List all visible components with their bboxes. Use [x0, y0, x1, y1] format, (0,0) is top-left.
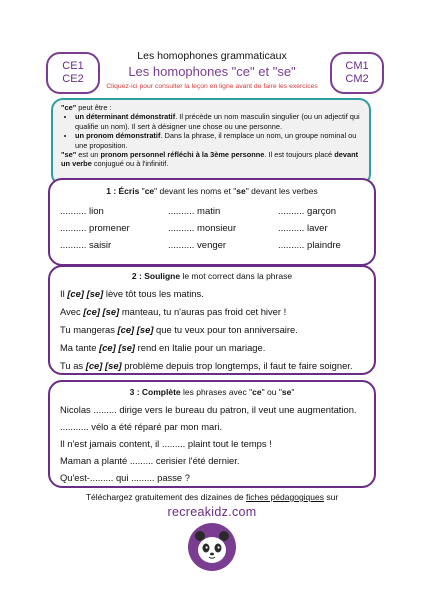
sentence: Avec [ce] [se] manteau, tu n'auras pas froid cet hiver !	[60, 306, 287, 317]
rule-item-pronom: • un pronom démonstratif. Dans la phrase, il remplace un nom, un groupe nominal ou une proposition.	[75, 131, 361, 150]
word-item: .......... laver	[278, 223, 328, 234]
sentence: Nicolas ......... dirige vers le bureau du patron, il veut une augmentation.	[60, 404, 357, 415]
footer-link[interactable]: fiches pédagogiques	[246, 492, 324, 502]
word-item: .......... garçon	[278, 206, 337, 217]
sentence: Il [ce] [se] lève tôt tous les matins.	[60, 288, 204, 299]
exercise-1-box	[48, 178, 376, 266]
word-item: .......... monsieur	[168, 223, 237, 234]
page-title: Les homophones "ce" et "se"	[128, 64, 296, 79]
exercise-1-title: 1 : Écris "ce" devant les noms et "se" devant les verbes	[106, 186, 318, 196]
level-label: CM2	[345, 73, 369, 85]
rule-box	[51, 98, 371, 186]
lesson-link[interactable]: Cliquez-ici pour consulter la leçon en ligne avant de faire les exercices	[106, 83, 318, 90]
level-label: CM1	[345, 60, 369, 72]
page-subtitle: Les homophones grammaticaux	[137, 50, 287, 62]
word-item: .......... saisir	[60, 240, 112, 251]
level-label: CE2	[62, 73, 84, 85]
word-item: .......... venger	[168, 240, 227, 251]
rule-ce-list	[61, 112, 361, 150]
sentence: Il n'est jamais content, il ......... plaint tout le temps !	[60, 438, 272, 449]
site-link[interactable]: recreakidz.com	[167, 505, 257, 519]
sentence: Ma tante [ce] [se] rend en Italie pour un mariage.	[60, 342, 266, 353]
footer-text: Téléchargez gratuitement des dizaines de fiches pédagogiques sur	[85, 492, 339, 502]
level-badge-right	[330, 52, 384, 94]
word-item: .......... lion	[60, 206, 104, 217]
word-item: .......... plaindre	[278, 240, 341, 251]
word-item: .......... promener	[60, 223, 130, 234]
level-label: CE1	[62, 60, 84, 72]
exercise-2-box	[48, 265, 376, 375]
sentence: ........... vélo a été réparé par mon mari.	[60, 421, 223, 432]
rule-se: "se" est un pronom personnel réfléchi à la 3ème personne. Il est toujours placé devant un verbe conjugué ou à l'infinitif.	[61, 150, 359, 169]
word-item: .......... matin	[168, 206, 221, 217]
exercise-3-box	[48, 380, 376, 488]
rule-item-determinant: • un déterminant démonstratif. Il précède un nom masculin singulier (ou un adjectif qui qualifie un nom). Il sert à désigner une chose ou une personne.	[75, 112, 361, 131]
sentence: Tu mangeras [ce] [se] que tu veux pour ton anniversaire.	[60, 324, 298, 335]
panda-logo-icon	[187, 522, 237, 572]
sentence: Maman a planté ......... cerisier l'été dernier.	[60, 455, 240, 466]
sentence: Tu as [ce] [se] problème depuis trop longtemps, il faut te faire soigner.	[60, 360, 353, 371]
sentence: Qu'est-......... qui ......... passe ?	[60, 472, 190, 483]
rule-ce-intro: "ce" peut être :	[61, 103, 112, 112]
exercise-2-title: 2 : Souligne le mot correct dans la phrase	[131, 271, 293, 281]
exercise-3-title: 3 : Complète les phrases avec "ce" ou "se"	[129, 387, 295, 397]
